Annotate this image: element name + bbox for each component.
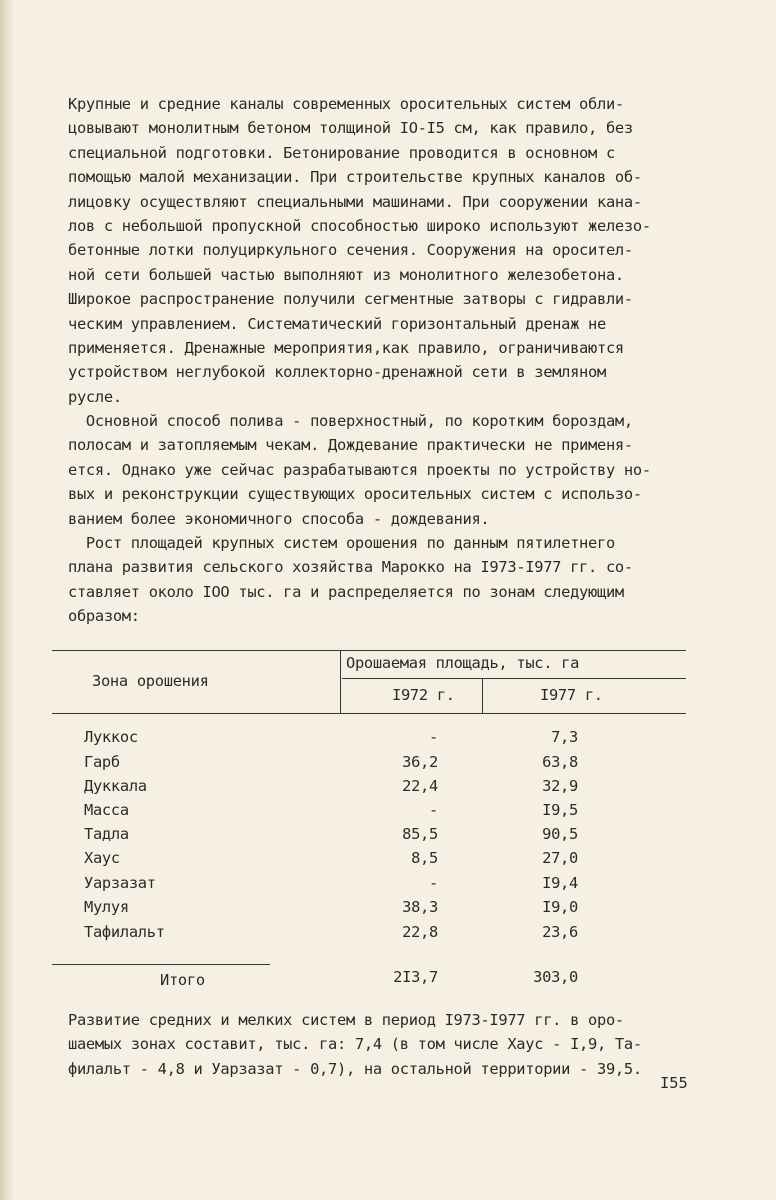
text-line: лов с небольшой пропускной способностью широко используют железо- <box>68 216 651 235</box>
text-line: ется. Однако уже сейчас разрабатываются проекты по устройству но- <box>68 460 651 479</box>
zone-name: Дуккала <box>84 777 147 795</box>
zone-name: Гарб <box>84 753 120 771</box>
page-number: I55 <box>660 1074 688 1092</box>
zone-name: Тадла <box>84 825 129 843</box>
text-line: русле. <box>68 387 122 406</box>
text-line: применяется. Дренажные мероприятия,как правило, ограничиваются <box>68 338 624 357</box>
text-line: помощью малой механизации. При строительстве крупных каналов об- <box>68 168 642 187</box>
total-1972: 2I3,7 <box>393 968 438 986</box>
text-line: ставляет около IOO тыс. га и распределяется по зонам следующим <box>68 582 624 601</box>
area-1977: I9,0 <box>542 898 578 916</box>
closing-paragraph <box>68 1008 698 1081</box>
area-1972: 36,2 <box>402 753 438 771</box>
text-line: Крупные и средние каналы современных оросительных систем обли- <box>68 95 624 113</box>
header-bottom-rule <box>52 713 686 714</box>
area-1972: 22,8 <box>402 923 438 941</box>
zone-name: Тафилальт <box>84 923 165 941</box>
area-1972: - <box>429 801 438 819</box>
year-column-divider <box>482 678 483 714</box>
text-line: ной сети большей частью выполняют из монолитного железобетона. <box>68 265 624 284</box>
body-text <box>68 92 698 629</box>
text-line: бетонные лотки полуциркульного сечения. Сооружения на оросител- <box>68 241 633 260</box>
text-line: лицовку осуществляют специальными машинами. При сооружении кана- <box>68 192 642 211</box>
column-header-1972: I972 г. <box>392 686 455 704</box>
paragraph-area-growth <box>68 531 698 629</box>
text-line: Основной способ полива - поверхностный, по коротким бороздам, <box>68 412 633 431</box>
area-1972: 8,5 <box>411 849 438 867</box>
area-1977: 63,8 <box>542 753 578 771</box>
header-column-divider <box>340 650 341 714</box>
table-top-rule <box>52 650 686 651</box>
text-line: полосам и затопляемым чекам. Дождевание практически не применя- <box>68 436 633 455</box>
column-header-area: Орошаемая площадь, тыс. га <box>346 654 580 672</box>
text-line: образом: <box>68 607 140 626</box>
subheader-rule <box>342 678 686 679</box>
text-line: специальной подготовки. Бетонирование проводится в основном с <box>68 143 615 162</box>
zone-name: Хаус <box>84 849 120 867</box>
zone-name: Масса <box>84 801 129 819</box>
column-header-1977: I977 г. <box>540 686 603 704</box>
text-line: шаемых зонах составит, тыс. га: 7,4 (в том числе Хаус - I,9, Та- <box>68 1035 642 1054</box>
text-line: цовывают монолитным бетоном толщиной IO-I5 см, как правило, без <box>68 119 633 138</box>
page-spine-shadow <box>0 0 14 1200</box>
text-line: Рост площадей крупных систем орошения по данным пятилетнего <box>68 534 615 553</box>
area-1972: 38,3 <box>402 898 438 916</box>
text-line: вых и реконструкции существующих оросительных систем с использо- <box>68 485 642 504</box>
text-line: устройством неглубокой коллекторно-дренажной сети в земляном <box>68 363 606 382</box>
zone-name: Мулуя <box>84 898 129 916</box>
text-line: Широкое распространение получили сегментные затворы с гидравли- <box>68 290 633 309</box>
area-1977: 32,9 <box>542 777 578 795</box>
zone-name: Луккос <box>84 728 138 746</box>
column-header-zone: Зона орошения <box>92 672 209 690</box>
total-rule <box>52 964 270 965</box>
area-1972: - <box>429 874 438 892</box>
paragraph-irrigation-method <box>68 409 698 531</box>
area-1972: 85,5 <box>402 825 438 843</box>
total-1977: 303,0 <box>533 968 578 986</box>
area-1977: 27,0 <box>542 849 578 867</box>
area-1977: 90,5 <box>542 825 578 843</box>
area-1977: 23,6 <box>542 923 578 941</box>
text-line: филальт - 4,8 и Уарзазат - 0,7), на остальной территории - 39,5. <box>68 1059 642 1078</box>
area-1977: 7,3 <box>551 728 578 746</box>
area-1977: I9,5 <box>542 801 578 819</box>
total-label: Итого <box>160 971 205 989</box>
text-line: плана развития сельского хозяйства Марокко на I973-I977 гг. со- <box>68 558 633 577</box>
paragraph-canal-lining <box>68 92 698 409</box>
area-1972: - <box>429 728 438 746</box>
text-line: ванием более экономичного способа - дождевания. <box>68 509 490 528</box>
zone-name: Уарзазат <box>84 874 156 892</box>
area-1972: 22,4 <box>402 777 438 795</box>
text-line: Развитие средних и мелких систем в период I973-I977 гг. в оро- <box>68 1011 624 1029</box>
area-1977: I9,4 <box>542 874 578 892</box>
text-line: ческим управлением. Систематический горизонтальный дренаж не <box>68 314 606 333</box>
